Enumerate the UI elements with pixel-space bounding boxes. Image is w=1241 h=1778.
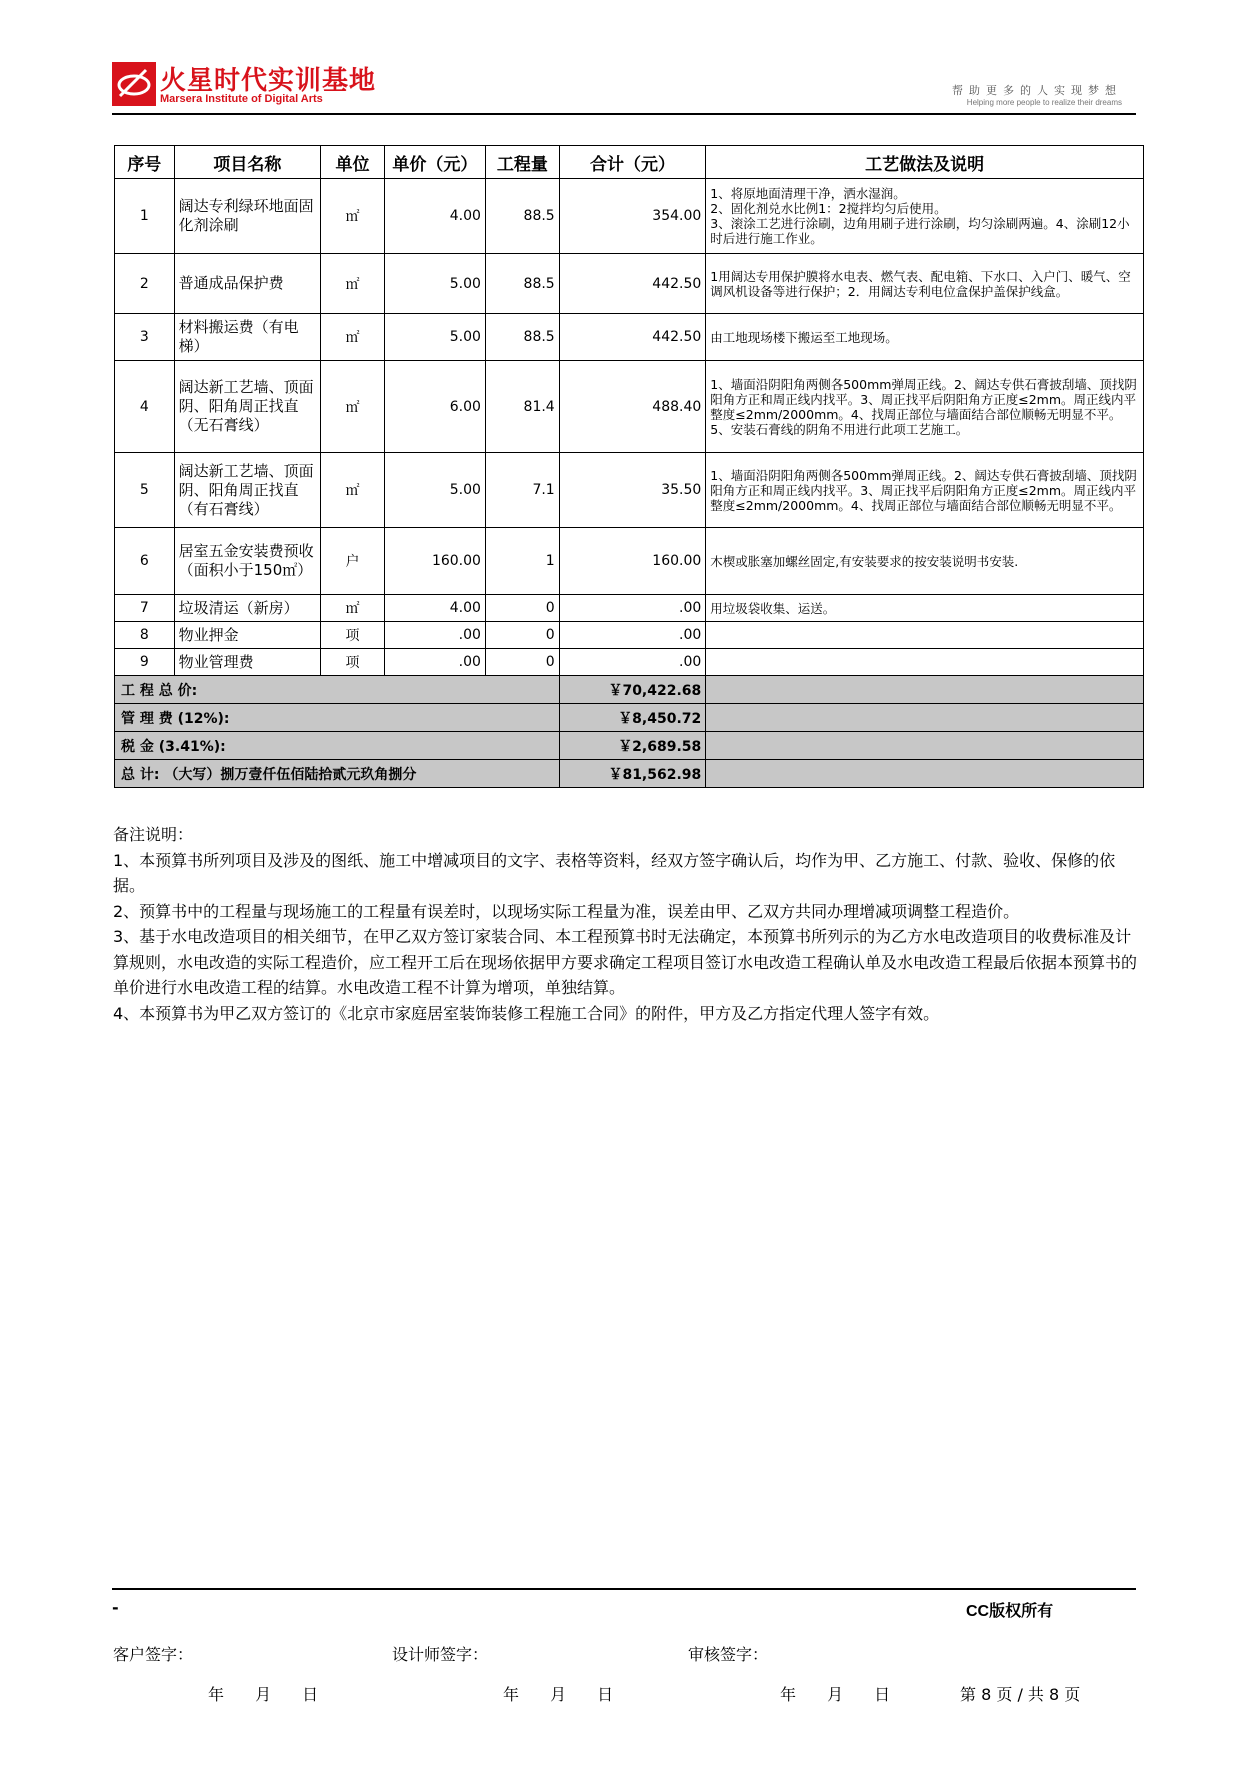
summary-label: 管 理 费 (12%): [115, 704, 560, 732]
note-item: 1、本预算书所列项目及涉及的图纸、施工中增减项目的文字、表格等资料，经双方签字确认后，均作为甲、乙方施工、付款、验收、保修的依据。 [113, 850, 1116, 895]
cell-total: 488.40 [559, 361, 706, 453]
summary-row-grand-total [115, 760, 1144, 788]
copyright-text: CC版权所有 [966, 1603, 1054, 1620]
cell-qty: 0 [485, 595, 559, 622]
cell-price: 4.00 [384, 595, 485, 622]
cell-name: 普通成品保护费 [174, 254, 321, 314]
cell-name: 阔达专利绿环地面固化剂涂刷 [174, 179, 321, 254]
table-row [115, 254, 1144, 314]
summary-blank [706, 676, 1144, 704]
cell-name: 居室五金安装费预收（面积小于150㎡） [174, 528, 321, 595]
slogan-en: Helping more people to realize their dreams [966, 98, 1122, 107]
footer-divider [112, 1588, 1136, 1590]
cell-no: 9 [115, 649, 175, 676]
cell-name: 垃圾清运（新房） [174, 595, 321, 622]
summary-label: 工 程 总 价: [115, 676, 560, 704]
table-row [115, 179, 1144, 254]
cell-no: 3 [115, 314, 175, 361]
footer-dash: - [112, 1598, 119, 1617]
customer-date: 年 月 日 [208, 1685, 319, 1704]
page-number: 第 8 页 / 共 8 页 [960, 1685, 1081, 1704]
cell-no: 6 [115, 528, 175, 595]
notes-title: 备注说明： [113, 825, 194, 844]
reviewer-signature-label: 审核签字： [688, 1645, 769, 1664]
cell-total: 160.00 [559, 528, 706, 595]
summary-label: 总 计: （大写）捌万壹仟伍佰陆拾贰元玖角捌分 [115, 760, 560, 788]
cell-qty: 7.1 [485, 453, 559, 528]
cell-desc: 木楔或胀塞加螺丝固定,有安装要求的按安装说明书安装. [706, 528, 1144, 595]
cell-total: .00 [559, 622, 706, 649]
summary-value: ￥2,689.58 [559, 732, 706, 760]
table-row [115, 314, 1144, 361]
cell-price: .00 [384, 622, 485, 649]
cell-desc: 由工地现场楼下搬运至工地现场。 [706, 314, 1144, 361]
table-row [115, 595, 1144, 622]
summary-label: 税 金 (3.41%): [115, 732, 560, 760]
cell-total: 354.00 [559, 179, 706, 254]
cell-total: 35.50 [559, 453, 706, 528]
table-row [115, 361, 1144, 453]
summary-row-management-fee [115, 704, 1144, 732]
col-header-name: 项目名称 [174, 146, 321, 179]
cell-price: 160.00 [384, 528, 485, 595]
cell-name: 材料搬运费（有电梯） [174, 314, 321, 361]
cell-price: 5.00 [384, 314, 485, 361]
cell-desc: 1、墙面沿阴阳角两侧各500mm弹周正线。2、阔达专供石膏披刮墙、顶找阴阳角方正和周正线内找平。3、周正找平后阴阳角方正度≤2mm。周正线内平整度≤2mm/2000mm。4、找周正部位与墙面结合部位顺畅无明显不平。5、安装石膏线的阴角不用进行此项工艺施工。 [706, 361, 1144, 453]
cell-total: 442.50 [559, 314, 706, 361]
cell-qty: 88.5 [485, 254, 559, 314]
col-header-qty: 工程量 [485, 146, 559, 179]
cell-no: 5 [115, 453, 175, 528]
cell-no: 7 [115, 595, 175, 622]
cell-unit: ㎡ [321, 361, 385, 453]
cell-desc: 1、将原地面清理干净，洒水湿润。 2、固化剂兑水比例1：2搅拌均匀后使用。 3、滚涂工艺进行涂刷，边角用刷子进行涂刷，均匀涂刷两遍。4、涂刷12小时后进行施工作业。 [706, 179, 1144, 254]
col-header-no: 序号 [115, 146, 175, 179]
notes-section [113, 822, 1143, 1026]
cell-desc [706, 649, 1144, 676]
cell-unit: 户 [321, 528, 385, 595]
cell-unit: ㎡ [321, 179, 385, 254]
designer-date: 年 月 日 [503, 1685, 614, 1704]
cell-total: 442.50 [559, 254, 706, 314]
designer-signature-label: 设计师签字： [392, 1645, 489, 1664]
cell-desc: 1用阔达专用保护膜将水电表、燃气表、配电箱、下水口、入户门、暖气、空调风机设备等进行保护；2．用阔达专利电位盒保护盖保护线盒。 [706, 254, 1144, 314]
cell-qty: 1 [485, 528, 559, 595]
cell-price: 5.00 [384, 453, 485, 528]
cell-qty: 0 [485, 622, 559, 649]
cell-name: 阔达新工艺墙、顶面阴、阳角周正找直（有石膏线） [174, 453, 321, 528]
cell-no: 8 [115, 622, 175, 649]
cell-price: 6.00 [384, 361, 485, 453]
cell-name: 阔达新工艺墙、顶面阴、阳角周正找直（无石膏线） [174, 361, 321, 453]
cell-price: 4.00 [384, 179, 485, 254]
cell-unit: ㎡ [321, 254, 385, 314]
note-item: 4、本预算书为甲乙双方签订的《北京市家庭居室装饰装修工程施工合同》的附件，甲方及乙方指定代理人签字有效。 [113, 1003, 940, 1023]
page-header [112, 58, 1136, 116]
col-header-desc: 工艺做法及说明 [706, 146, 1144, 179]
cell-unit: ㎡ [321, 453, 385, 528]
reviewer-date: 年 月 日 [780, 1685, 891, 1704]
cell-unit: 项 [321, 649, 385, 676]
summary-blank [706, 760, 1144, 788]
table-row [115, 528, 1144, 595]
summary-value: ￥8,450.72 [559, 704, 706, 732]
logo-icon [112, 62, 156, 106]
note-item: 2、预算书中的工程量与现场施工的工程量有误差时，以现场实际工程量为准，误差由甲、乙双方共同办理增减项调整工程造价。 [113, 901, 1020, 921]
brand-name-cn: 火星时代实训基地 [160, 66, 377, 96]
cell-qty: 88.5 [485, 179, 559, 254]
cell-name: 物业管理费 [174, 649, 321, 676]
col-header-unit: 单位 [321, 146, 385, 179]
cell-unit: 项 [321, 622, 385, 649]
cell-unit: ㎡ [321, 314, 385, 361]
col-header-price: 单价（元） [384, 146, 485, 179]
note-item: 3、基于水电改造项目的相关细节，在甲乙双方签订家装合同、本工程预算书时无法确定，本预算书所列示的为乙方水电改造项目的收费标准及计算规则，水电改造的实际工程造价，应工程开工后在现场依据甲方要求确定工程项目签订水电改造工程确认单及水电改造工程最后依据本预算书的单价进行水电改造工程的结算。水电改造工程不计算为增项，单独结算。 [113, 927, 1138, 997]
cell-qty: 81.4 [485, 361, 559, 453]
cell-desc: 1、墙面沿阴阳角两侧各500mm弹周正线。2、阔达专供石膏披刮墙、顶找阴阳角方正和周正线内找平。3、周正找平后阴阳角方正度≤2mm。周正线内平整度≤2mm/2000mm。4、找周正部位与墙面结合部位顺畅无明显不平。 [706, 453, 1144, 528]
summary-blank [706, 704, 1144, 732]
customer-signature-label: 客户签字： [113, 1645, 194, 1664]
budget-table [114, 145, 1144, 788]
summary-row-subtotal [115, 676, 1144, 704]
summary-row-tax [115, 732, 1144, 760]
summary-blank [706, 732, 1144, 760]
col-header-total: 合计（元） [559, 146, 706, 179]
cell-qty: 88.5 [485, 314, 559, 361]
cell-no: 2 [115, 254, 175, 314]
cell-no: 4 [115, 361, 175, 453]
cell-unit: ㎡ [321, 595, 385, 622]
summary-value: ￥81,562.98 [559, 760, 706, 788]
cell-qty: 0 [485, 649, 559, 676]
header-divider [112, 113, 1136, 115]
table-row [115, 453, 1144, 528]
summary-value: ￥70,422.68 [559, 676, 706, 704]
table-row [115, 649, 1144, 676]
cell-desc: 用垃圾袋收集、运送。 [706, 595, 1144, 622]
table-header-row [115, 146, 1144, 179]
cell-total: .00 [559, 595, 706, 622]
slogan-cn: 帮助更多的人实现梦想 [952, 84, 1122, 97]
table-row [115, 622, 1144, 649]
brand-name-en: Marsera Institute of Digital Arts [160, 93, 323, 105]
cell-name: 物业押金 [174, 622, 321, 649]
cell-price: 5.00 [384, 254, 485, 314]
cell-no: 1 [115, 179, 175, 254]
cell-total: .00 [559, 649, 706, 676]
cell-desc [706, 622, 1144, 649]
cell-price: .00 [384, 649, 485, 676]
